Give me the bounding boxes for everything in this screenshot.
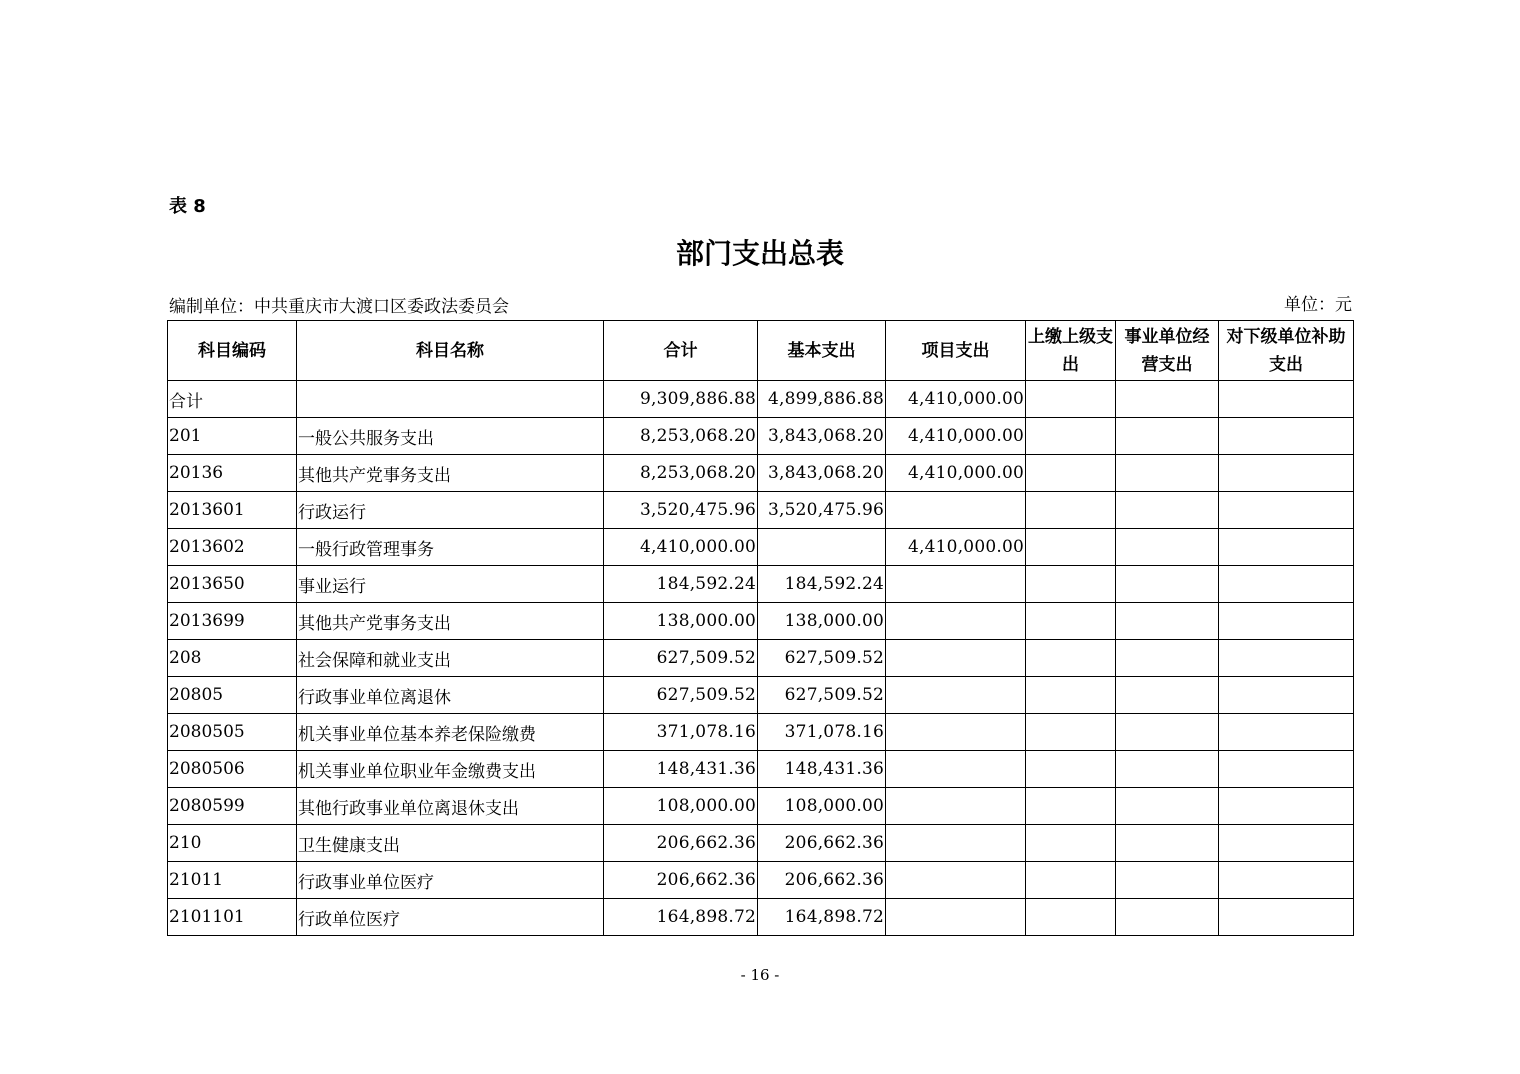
cell-code: 2101101 — [168, 899, 297, 936]
cell-project: 4,410,000.00 — [886, 418, 1026, 455]
table-row — [168, 751, 1354, 788]
cell-total: 184,592.24 — [604, 566, 758, 603]
cell-name: 行政单位医疗 — [297, 899, 604, 936]
cell-code: 2080506 — [168, 751, 297, 788]
cell-code: 210 — [168, 825, 297, 862]
cell-name: 其他共产党事务支出 — [297, 455, 604, 492]
cell-subsidy — [1219, 529, 1354, 566]
cell-upper — [1026, 492, 1116, 529]
cell-name: 一般公共服务支出 — [297, 418, 604, 455]
cell-basic: 627,509.52 — [758, 677, 886, 714]
cell-total: 371,078.16 — [604, 714, 758, 751]
cell-project — [886, 862, 1026, 899]
cell-project — [886, 566, 1026, 603]
cell-project — [886, 751, 1026, 788]
cell-business — [1116, 603, 1219, 640]
header-business: 事业单位经营支出 — [1116, 321, 1219, 381]
cell-project — [886, 640, 1026, 677]
cell-basic: 627,509.52 — [758, 640, 886, 677]
cell-project — [886, 603, 1026, 640]
document-title: 部门支出总表 — [675, 237, 844, 270]
header-basic: 基本支出 — [758, 321, 886, 381]
cell-business — [1116, 492, 1219, 529]
cell-project — [886, 677, 1026, 714]
table-row — [168, 640, 1354, 677]
cell-code: 2080505 — [168, 714, 297, 751]
cell-code: 21011 — [168, 862, 297, 899]
cell-total: 627,509.52 — [604, 640, 758, 677]
table-row — [168, 381, 1354, 418]
table-row — [168, 862, 1354, 899]
cell-business — [1116, 862, 1219, 899]
cell-upper — [1026, 381, 1116, 418]
cell-total: 164,898.72 — [604, 899, 758, 936]
cell-project — [886, 788, 1026, 825]
cell-upper — [1026, 788, 1116, 825]
cell-business — [1116, 788, 1219, 825]
cell-basic: 184,592.24 — [758, 566, 886, 603]
cell-total: 138,000.00 — [604, 603, 758, 640]
cell-name: 机关事业单位基本养老保险缴费 — [297, 714, 604, 751]
cell-basic: 148,431.36 — [758, 751, 886, 788]
cell-basic: 164,898.72 — [758, 899, 886, 936]
table-row — [168, 492, 1354, 529]
header-name: 科目名称 — [297, 321, 604, 381]
table-row — [168, 788, 1354, 825]
table-row — [168, 418, 1354, 455]
cell-upper — [1026, 529, 1116, 566]
table-row — [168, 566, 1354, 603]
cell-business — [1116, 640, 1219, 677]
cell-subsidy — [1219, 381, 1354, 418]
header-code: 科目编码 — [168, 321, 297, 381]
cell-subsidy — [1219, 603, 1354, 640]
cell-basic: 3,843,068.20 — [758, 455, 886, 492]
cell-business — [1116, 566, 1219, 603]
table-header-row — [168, 321, 1354, 381]
cell-subsidy — [1219, 714, 1354, 751]
cell-total: 4,410,000.00 — [604, 529, 758, 566]
cell-subsidy — [1219, 455, 1354, 492]
cell-subsidy — [1219, 677, 1354, 714]
cell-name: 卫生健康支出 — [297, 825, 604, 862]
cell-subsidy — [1219, 862, 1354, 899]
cell-upper — [1026, 566, 1116, 603]
cell-name: 行政事业单位医疗 — [297, 862, 604, 899]
page-number: - 16 - — [740, 966, 780, 984]
cell-project: 4,410,000.00 — [886, 381, 1026, 418]
cell-name: 其他共产党事务支出 — [297, 603, 604, 640]
cell-code: 2013699 — [168, 603, 297, 640]
cell-basic: 371,078.16 — [758, 714, 886, 751]
cell-project — [886, 714, 1026, 751]
table-row — [168, 455, 1354, 492]
cell-total: 206,662.36 — [604, 825, 758, 862]
cell-project: 4,410,000.00 — [886, 455, 1026, 492]
cell-project — [886, 825, 1026, 862]
cell-name: 社会保障和就业支出 — [297, 640, 604, 677]
cell-code: 2080599 — [168, 788, 297, 825]
cell-project — [886, 492, 1026, 529]
table-row — [168, 714, 1354, 751]
cell-basic: 4,899,886.88 — [758, 381, 886, 418]
cell-subsidy — [1219, 566, 1354, 603]
cell-basic: 3,843,068.20 — [758, 418, 886, 455]
cell-upper — [1026, 714, 1116, 751]
cell-total: 108,000.00 — [604, 788, 758, 825]
cell-business — [1116, 529, 1219, 566]
cell-subsidy — [1219, 825, 1354, 862]
cell-business — [1116, 825, 1219, 862]
cell-total: 206,662.36 — [604, 862, 758, 899]
cell-basic: 3,520,475.96 — [758, 492, 886, 529]
header-total: 合计 — [604, 321, 758, 381]
cell-upper — [1026, 418, 1116, 455]
cell-business — [1116, 899, 1219, 936]
cell-name: 行政运行 — [297, 492, 604, 529]
cell-subsidy — [1219, 899, 1354, 936]
cell-code: 201 — [168, 418, 297, 455]
cell-business — [1116, 381, 1219, 418]
cell-business — [1116, 455, 1219, 492]
cell-subsidy — [1219, 640, 1354, 677]
cell-upper — [1026, 677, 1116, 714]
cell-total: 3,520,475.96 — [604, 492, 758, 529]
cell-basic: 206,662.36 — [758, 825, 886, 862]
header-upper: 上缴上级支出 — [1026, 321, 1116, 381]
cell-upper — [1026, 862, 1116, 899]
cell-name: 一般行政管理事务 — [297, 529, 604, 566]
cell-business — [1116, 714, 1219, 751]
cell-code: 2013650 — [168, 566, 297, 603]
cell-upper — [1026, 455, 1116, 492]
table-row — [168, 603, 1354, 640]
cell-project: 4,410,000.00 — [886, 529, 1026, 566]
cell-code: 20136 — [168, 455, 297, 492]
cell-upper — [1026, 899, 1116, 936]
cell-upper — [1026, 825, 1116, 862]
cell-upper — [1026, 640, 1116, 677]
cell-code: 20805 — [168, 677, 297, 714]
header-subsidy: 对下级单位补助支出 — [1219, 321, 1354, 381]
table-row — [168, 825, 1354, 862]
cell-subsidy — [1219, 418, 1354, 455]
currency-unit: 单位：元 — [1284, 295, 1352, 315]
cell-name — [297, 381, 604, 418]
cell-total: 9,309,886.88 — [604, 381, 758, 418]
cell-total: 627,509.52 — [604, 677, 758, 714]
cell-name: 机关事业单位职业年金缴费支出 — [297, 751, 604, 788]
cell-subsidy — [1219, 492, 1354, 529]
header-project: 项目支出 — [886, 321, 1026, 381]
table-row — [168, 899, 1354, 936]
cell-name: 其他行政事业单位离退休支出 — [297, 788, 604, 825]
cell-code: 2013602 — [168, 529, 297, 566]
cell-total: 8,253,068.20 — [604, 455, 758, 492]
cell-code: 合计 — [168, 381, 297, 418]
compiling-organization: 编制单位：中共重庆市大渡口区委政法委员会 — [169, 297, 509, 317]
cell-basic: 108,000.00 — [758, 788, 886, 825]
cell-code: 2013601 — [168, 492, 297, 529]
table-row — [168, 529, 1354, 566]
cell-code: 208 — [168, 640, 297, 677]
cell-business — [1116, 418, 1219, 455]
cell-basic: 138,000.00 — [758, 603, 886, 640]
cell-subsidy — [1219, 751, 1354, 788]
cell-basic — [758, 529, 886, 566]
cell-upper — [1026, 751, 1116, 788]
cell-upper — [1026, 603, 1116, 640]
cell-basic: 206,662.36 — [758, 862, 886, 899]
cell-business — [1116, 677, 1219, 714]
table-row — [168, 677, 1354, 714]
cell-total: 8,253,068.20 — [604, 418, 758, 455]
cell-subsidy — [1219, 788, 1354, 825]
cell-total: 148,431.36 — [604, 751, 758, 788]
cell-name: 事业运行 — [297, 566, 604, 603]
table-label: 表 8 — [169, 196, 206, 217]
expenditure-table — [167, 320, 1354, 936]
cell-name: 行政事业单位离退休 — [297, 677, 604, 714]
cell-business — [1116, 751, 1219, 788]
cell-project — [886, 899, 1026, 936]
